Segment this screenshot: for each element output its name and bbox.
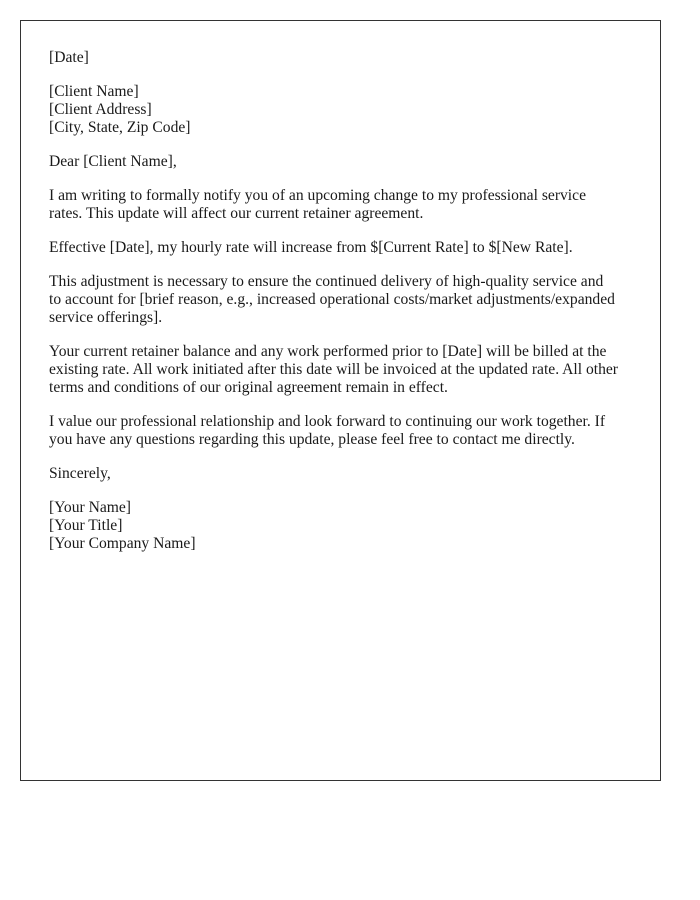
- recipient-city-state-zip: [City, State, Zip Code]: [49, 119, 191, 136]
- paragraph-line: you have any questions regarding this update, please feel free to contact me directly.: [49, 431, 575, 448]
- paragraph-line: This adjustment is necessary to ensure the continued delivery of high-quality service and: [49, 273, 604, 290]
- recipient-name: [Client Name]: [49, 83, 139, 100]
- paragraph-line: Your current retainer balance and any work performed prior to [Date] will be billed at the: [49, 343, 607, 360]
- body-paragraph-reason: [49, 273, 632, 327]
- paragraph-line: rates. This update will affect our current retainer agreement.: [49, 205, 424, 222]
- body-paragraph-billing: [49, 343, 632, 397]
- closing-text: Sincerely,: [49, 465, 111, 482]
- recipient-address-block: [49, 83, 632, 137]
- sender-title: [Your Title]: [49, 517, 123, 534]
- body-paragraph-notice: [49, 187, 632, 223]
- recipient-address: [Client Address]: [49, 101, 152, 118]
- paragraph-line: terms and conditions of our original agreement remain in effect.: [49, 379, 448, 396]
- signature-block: [49, 499, 632, 553]
- salutation-text: Dear [Client Name],: [49, 153, 177, 170]
- paragraph-line: existing rate. All work initiated after this date will be invoiced at the updated rate. All other: [49, 361, 619, 378]
- body-paragraph-closing-remarks: [49, 413, 632, 449]
- paragraph-line: service offerings].: [49, 309, 163, 326]
- salutation: [49, 153, 632, 171]
- sender-name: [Your Name]: [49, 499, 132, 516]
- paragraph-line: Effective [Date], my hourly rate will increase from $[Current Rate] to $[New Rate].: [49, 239, 573, 256]
- closing: [49, 465, 632, 483]
- letter-date: [Date]: [49, 49, 89, 66]
- body-paragraph-rate-change: [49, 239, 632, 257]
- paragraph-line: to account for [brief reason, e.g., increased operational costs/market adjustments/expanded: [49, 291, 615, 308]
- paragraph-line: I value our professional relationship and look forward to continuing our work together. If: [49, 413, 606, 430]
- paragraph-line: I am writing to formally notify you of an upcoming change to my professional service: [49, 187, 586, 204]
- letter-page: [20, 20, 661, 781]
- date-line: [49, 49, 632, 67]
- sender-company: [Your Company Name]: [49, 535, 196, 552]
